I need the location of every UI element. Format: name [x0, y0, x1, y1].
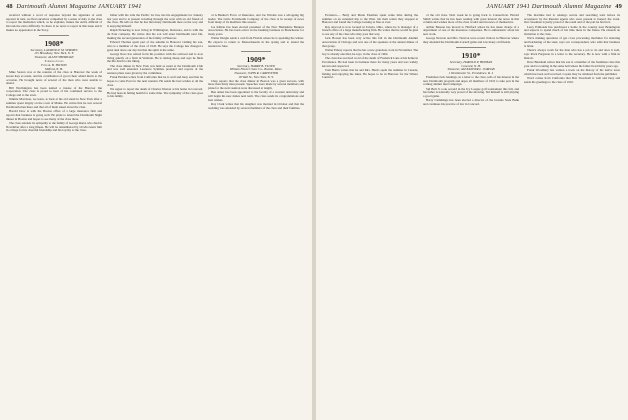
class-officer-line: Tabrolls Coats [44, 58, 64, 63]
running-head [6, 3, 306, 12]
class-officer-line: Concord, N. H. [461, 63, 481, 68]
class-note-paragraph: We regret to report the death of Charles Weston at his home in Concord. He had been in failing health for some time. The sympathy of the class goes to his family. [107, 86, 203, 99]
class-note-paragraph: Freshman Jack Jennings, in a letter to the class, tells of his interest in the new Dartmouth program and urges all members of 1910 to take part in the coming alumni fund campaign. [423, 75, 519, 87]
class-note-paragraph: Evanston..... Betty and Marie Eastman spent some time during the summer on an extended trip to the West. On their return they stopped at Hanover and found the College looking as fine as ever. [322, 14, 418, 25]
class-note-paragraph: George Ross has retired from his position with the railroad and is now living quietly on a farm in Vermont. He is raising sheep and says he finds the life much to his liking. [107, 51, 203, 64]
text-column [6, 14, 102, 416]
class-note-paragraph: Bill Worthington has been named a trustee of the Hanover Inn corporation. The class is proud to hear of his continued service to the College and to the town. [6, 85, 102, 98]
class-note-paragraph: Ben Ames has been appointed to the faculty of a western university and will begin his new duties next term. The class sends its congratulations and best wishes. [208, 90, 304, 102]
text-column [423, 14, 519, 416]
class-note-paragraph: Mike Seaton was at the reunion of the class at Hanover the week of Green Key as usual, and his contribution of good cheer added much to the occasion. He brought news of several of the men who were unable to attend. [6, 70, 102, 86]
class-officer-line: Treasurer, JOHN R. CARPENTER [234, 71, 278, 76]
class-note-paragraph: Ralph Pickering is now living in Wilmington, Delaware, and is with the du Pont company. He writes that his son will enter Dartmouth next fall, making the second generation of the family at Hanover. [107, 28, 203, 40]
class-note-paragraph: The machine had to undergo severe and searching tests before its acceptance by the Russian agents who were present to inspect the work. Our classmate is justly proud of the result and of the part he had in it. [524, 14, 620, 25]
class-note-paragraph: Tom Harris writes that he and Mrs. Harris spent the summer in Canada, fishing and enjoying the lakes. He hopes to be in Hanover for the Winter Carnival. [322, 67, 418, 80]
text-column [524, 14, 620, 416]
class-note-paragraph: George Newton and Mrs. Newton were recent visitors in Hanover where they attended the Dartmouth-Cornell game and saw many old friends. [423, 36, 519, 45]
class-note-paragraph: of A Banker's Force of Insurance, and Joe Warden was a whopping big leader. The Little Portsmouth Company of the class is in receipt of news from many of its members this season. [208, 14, 304, 25]
class-officer-line: Secretary, HAROLD P. HINMAN [449, 59, 493, 64]
page-number: 49 [615, 3, 622, 10]
text-column [322, 14, 418, 416]
class-note-paragraph: Word comes from California that Bob Treadwell is well and busy and sends his greetings to the class of 1910. [524, 75, 620, 84]
class-note-paragraph: Roy Clark writes that his daughter was married in October and that the wedding was attended by several members of the class and their families. [208, 102, 304, 110]
class-officer-line: Treasurer, ALLEN SHERIDAN [34, 55, 74, 60]
running-head-title: JANUARY 1941 Dartmouth Alumni Magazine [486, 3, 612, 10]
class-note-paragraph: Frank Holden writes from California that he is well and busy and that he hopes to come East for the next reunion. He sends his best wishes to all the class. [107, 75, 203, 87]
class-officer-line: Secretary, HARRY B. FLOYD [237, 63, 275, 68]
class-note-paragraph: The class has received word of the death of Frederick Lane at his home in Providence. He had been in business there for many years and was widely known and respected. [322, 56, 418, 68]
class-note-paragraph: Walter Durgin sends a card from Florida where he is spending the winter. He expects to return to Massachusetts in the spring and to attend the reunion in June. [208, 36, 304, 48]
class-officer-line: Fund A. B. HOTON [41, 62, 67, 67]
class-note-paragraph: Joe Kibbie has been elected president of the New Hampshire Bankers Association. He has been active in the banking business in Manchester for many years. [208, 24, 304, 37]
class-note-paragraph: Edward Thomas spent part of the autumn in Hanover visiting his son, who is a member of the class of 1943. He says the College has changed a great deal since our day but that the spirit is the same. [107, 40, 203, 52]
class-note-paragraph: Arthur Benson has moved to Hartford where he has taken charge of a department of one of the insurance companies. He is enthusiastic about his new work. [423, 24, 519, 37]
class-note-paragraph: The class dinner in New York was held as usual at the Dartmouth Club and was well attended. Laurence Symmes presided and reports of the reunion plans were given by the committee. [107, 63, 203, 75]
class-note-paragraph: Sid Bull Jr. took second in the Ivy League golf tournament this fall, and his father is naturally very proud of the showing. Sid himself is still playing a good game. [423, 86, 519, 99]
class-officer-line: Milford, N. H. [44, 66, 64, 71]
class-note-paragraph: Walter Emery reports that he has a new grandson, born in November. The boy is already enrolled, he says, in the class of 1962. [322, 48, 418, 56]
class-note-paragraph: Chap reports that the class dinner in Boston was a great success, with more than thirty men present. Speeches were made by several members and plans for the next reunion were discussed at length. [208, 78, 304, 91]
section-divider [456, 47, 486, 48]
section-divider [241, 51, 271, 52]
class-note-paragraph: There's always room for the man who has a job to do and does it well, says Rock Ferguson in a letter to the secretary. He is now with a firm in Detroit. [524, 48, 620, 60]
text-column [208, 14, 304, 416]
class-note-paragraph: Larry Edmonds has purchased a home in the country near Bennington and expects to spend much of his time there in the future. He extends an invitation to the class. [524, 24, 620, 37]
class-year-heading: 1909* [246, 54, 266, 64]
class-note-paragraph: Jack Bowen has been very active this fall in the Dartmouth Alumni Association of Chicago and was one of the speakers at the annual dinner of that group. [322, 36, 418, 48]
class-officer-line: 18 Wall St., New York, N. Y. [238, 74, 274, 79]
running-head-title: Dartmouth Alumni Magazine JANUARY 1941 [16, 3, 142, 10]
class-note-paragraph: Harold Dow is with the Boston office of a large insurance firm and reports that business is going well. He plans to attend the Dartmouth Night dinner in Boston and hopes to see many of the class there. [6, 109, 102, 121]
class-note-paragraph: Ray Atwood is now located in Toledo, Ohio, where he is manager of a branch office of a large manufacturing firm. He writes that he would be glad to see any of the class who may pass that way. [322, 24, 418, 37]
class-note-paragraph: Frank Woodbury has written a book on the history of his native town which has been well received. Copies may be obtained from the publisher. [524, 67, 620, 76]
class-note-paragraph: Dave Burnham writes that his son is a member of the freshman class this year and is rooming in the same hall where his father lived thirty years ago. [524, 59, 620, 68]
running-head [322, 3, 622, 12]
class-year-heading: 1908* [44, 38, 64, 48]
class-officer-line: Secretary, LAURENCE M. SYMMES [30, 47, 78, 52]
class-note-paragraph: Harry Cummings has been elected a director of the Granite State Bank and continues his practice of law in Concord. [423, 98, 519, 107]
class-officer-line: Treasurer, ALEXANDER L. JORDAN [447, 67, 495, 72]
right-page [316, 0, 628, 420]
class-officer-line: 115 Broadway, New York, N. Y. [34, 51, 74, 56]
class-note-paragraph: The class extends its sympathy to the family of George Rand, who died in November after a long illness. He will be remembered by all who knew him in college for his cheerful friendship and his loyalty to the class. [6, 120, 102, 133]
class-note-paragraph: father with his wife the Pacific for fun, has his engagements for January last year and is at present traveling through the west with an old friend of the class. He tells us that he has met many Dartmouth men on the way and is enjoying himself. [107, 14, 203, 29]
page-number: 48 [6, 3, 13, 10]
class-officer-line: William Filene's Sons Co., Boston, Mass. [229, 67, 283, 72]
text-column [107, 14, 203, 416]
class-note-paragraph: received without a word of response beyond the signature of each reporter in turn, we find ourselves compelled by a sense of duty to the class to report the institution which, as he explains, makes the entire difficult of his task the extra difficulty. So there is no news to report in this issue and it makes no appearance in the Story. [6, 14, 102, 32]
class-officer-line: 1 Westminster St., Providence, R. I. [448, 71, 494, 76]
class-year-heading: 1910* [461, 50, 481, 60]
class-note-paragraph: We're making questions of gas cross processing machines for sintering and hardening of the steel, says our correspondent, who adds that business is brisk. [524, 36, 620, 48]
left-page [0, 0, 312, 420]
class-note-paragraph: of the old class. Next week he is going back to Connecticut. Harold Smith writes that he has been reading with great interest the notes in this column and wishes more of the class would send in news of themselves. [423, 14, 519, 25]
class-note-paragraph: Jimmie Morrison, we learn, is back at his old stand in New York after a summer spent largely on the coast of Maine. He writes that he saw several Dartmouth men there and that all of them asked about the class. [6, 97, 102, 109]
section-divider [39, 35, 69, 36]
